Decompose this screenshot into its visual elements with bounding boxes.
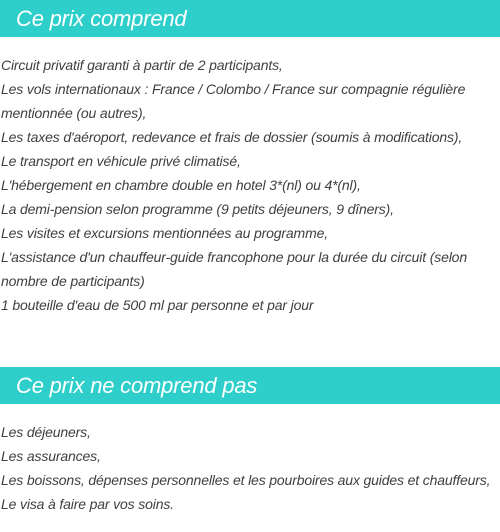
includes-list-item: Le transport en véhicule privé climatisé, <box>1 153 241 169</box>
excludes-section-title: Ce prix ne comprend pas <box>16 373 258 398</box>
excludes-section-header <box>0 367 500 404</box>
includes-list-item: Circuit privatif garanti à partir de 2 participants, <box>1 57 283 73</box>
excludes-list <box>0 420 500 516</box>
excludes-list-item: Les assurances, <box>1 448 101 464</box>
includes-list <box>0 53 500 317</box>
excludes-list-item: Les déjeuners, <box>1 424 91 440</box>
includes-list-item: L'assistance d'un chauffeur-guide francophone pour la durée du circuit (selon nombre de participants) <box>1 249 467 289</box>
includes-list-item: Les vols internationaux : France / Colombo / France sur compagnie régulière mentionnée (ou autres), <box>1 81 466 121</box>
includes-list-item: L'hébergement en chambre double en hotel 3*(nl) ou 4*(nl), <box>1 177 361 193</box>
includes-list-item: La demi-pension selon programme (9 petits déjeuners, 9 dîners), <box>1 201 394 217</box>
includes-list-item: 1 bouteille d'eau de 500 ml par personne et par jour <box>1 297 314 313</box>
excludes-list-item: Les boissons, dépenses personnelles et les pourboires aux guides et chauffeurs, <box>1 472 491 488</box>
includes-section-header <box>0 0 500 37</box>
includes-list-item: Les taxes d'aéroport, redevance et frais de dossier (soumis à modifications), <box>1 129 463 145</box>
excludes-list-item: Le visa à faire par vos soins. <box>1 496 174 512</box>
includes-list-item: Les visites et excursions mentionnées au programme, <box>1 225 328 241</box>
includes-section-title: Ce prix comprend <box>16 6 187 31</box>
